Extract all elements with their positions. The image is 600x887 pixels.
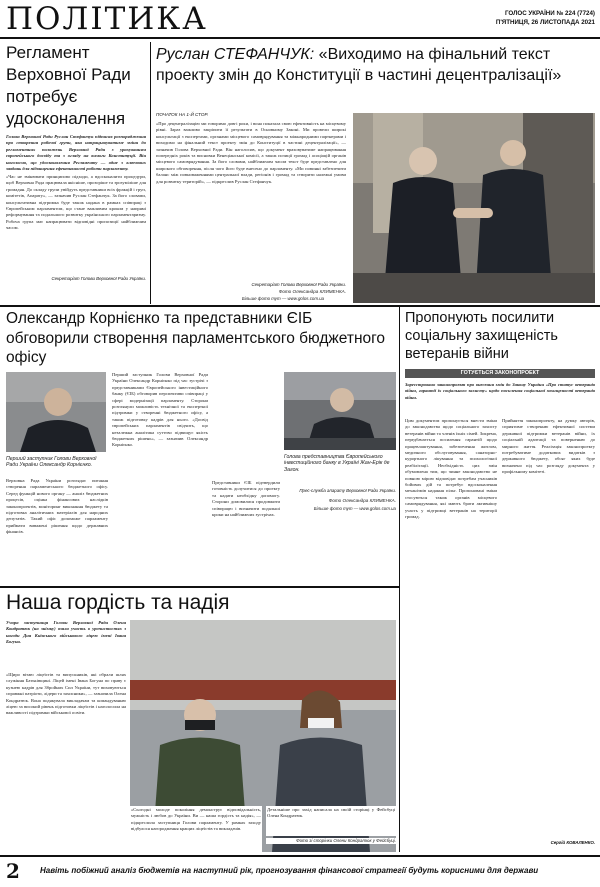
article-lyceum-body2: «Сьогодні молоде покоління демонструє відповідальність, мужність і любов до України. Ви — наша гордість та надія», — підкреслила заступниця Голови парламенту. У рамках заходу відбулося нагородження кращих ліцеїстів та викладачів. <box>130 806 262 852</box>
article-veterans-body1: Цим документом пропонується внести зміни до законодавства щодо соціального захисту ветеранів війни та членів їхніх сімей. Зокрема, передбачається посилення гарантій щодо працевлаштування, забезпечення житлом, медичного обслуговування, санаторно-курортного лікування та психологічної реабілітації. Необхідність цих змін обумовлена тим, що чинне законодавство не повною мірою відповідає потребам учасників бойових дій та потребує вдосконалення механізмів надання пільг. Пропоновані зміни стосуються також органів місцевого самоврядування, які мають брати активнішу участь у підтримці ветеранів на території громад. <box>405 418 497 520</box>
article-kornienko-headline: Олександр Корнієнко та представники ЄІБ обговорили створення парламентського бюджетного офісу <box>6 310 386 366</box>
article-kornienko-source: Прес-служба апарату Верховної Ради України. <box>299 488 396 493</box>
column-divider-1 <box>150 42 151 304</box>
caption-eib: Голова представництва Європейського інвестиційного банку в Україні Жан-Ерік де Загон. <box>284 454 390 473</box>
eib-photo-illustration <box>284 372 396 450</box>
article-veterans-body2: Прийняття законопроекту, на думку авторів, сприятиме створенню ефективної системи державної підтримки ветеранів війни, їх соціальній адаптації та поверненню до мирного життя. Реалізація законопроекту потребуватиме додаткових видатків з державного бюджету, обсяг яких буде визначено під час розгляду документа у профільному комітеті. <box>502 418 595 475</box>
column-divider-2 <box>399 307 400 852</box>
article-stefanchuk-continuation: ПОЧАТОК НА 1-Й СТОР. <box>156 112 209 117</box>
article-veterans-lead-text: Зареєстровано законопроект про внесення змін до Закону України «Про статус ветеранів війни, гарантії їх соціального захисту» щодо посилення соціальної захищеності ветеранів війни. <box>405 382 595 400</box>
article-veterans-lead <box>405 382 595 414</box>
masthead-rule <box>0 37 600 39</box>
more-photos-label-2: Більше фото тут — <box>313 506 359 511</box>
photo-eib-head <box>284 372 396 450</box>
meeting-photo-illustration <box>353 113 595 303</box>
article-stefanchuk-headline <box>156 44 594 86</box>
article-lyceum-body3: Детальніше про захід написала на своїй сторінці у Фейсбуці Олена Кондратюк. <box>266 806 396 836</box>
article-regulation-lead <box>6 134 146 172</box>
photo-kornienko <box>6 372 106 452</box>
article-stefanchuk-signature: Секретаріат Голови Верховної Ради України. <box>251 282 346 287</box>
article-lyceum-lead-text: Учора заступниця Голови Верховної Ради Олена Кондратюк (на знімку) взяла участь в урочистостях з нагоди Дня Київського військового ліцею імені Івана Богуна. <box>6 620 126 645</box>
caption-kornienko: Перший заступник Голови Верховної Ради України Олександр Корнієнко. <box>6 456 97 469</box>
more-photos-site[interactable]: www.golos.com.ua <box>287 296 325 301</box>
article-veterans-signature: Сергій КОВАЛЕНКО. <box>550 840 595 845</box>
headline-quote: «Виходимо на фінальний текст проекту змін до Конституції в частині децентралізації» <box>156 46 562 84</box>
page-number: 2 <box>6 859 20 883</box>
more-photos-site-2[interactable]: www.golos.com.ua <box>359 506 396 511</box>
article-kornienko-body1: Верховна Рада України розглядає питання створення парламентського бюджетного офісу. Серед функцій нового органу — аналіз бюджетних процесів, оцінка фінансових наслідків законопроектів, моніторинг виконання бюджету та підготовка аналітичних матеріалів для народних депутатів. Такий офіс допоможе парламенту приймати виважені рішення щодо державних фінансів. <box>6 478 108 535</box>
kornienko-photo-illustration <box>6 372 106 452</box>
photo-stefanchuk-meeting <box>353 113 595 303</box>
article-kornienko-photo-credit: Фото Олександра КЛИМЕНКА. <box>328 498 396 503</box>
article-regulation-body: «Час не змінювати принципово підходи, а вдосконалити процедури, щоб Верховна Рада працювала якісніше, прозоріше та зрозуміліше для громадян. До складу групи увійдуть представники всіх фракцій і груп, комітетів, Апарату», — зазначив Руслан Стефанчук. За його словами, консультативна підтримка буде також надана в рамках співпраці з Європейським парламентом, що стане важливим кроком у напрямі реформування та подальшого розвитку українського парламентаризму. Робоча група має напрацювати відповідні пропозиції найближчим часом. <box>6 174 146 231</box>
article-lyceum-body1: «Щиро вітаю ліцеїстів та випускників, які обрали шлях служіння Батьківщині. Ліцей імені Івана Богуна по праву є кузнею кадрів для Збройних Сил України, тут виховуються справжні патріоти, лідери та захисники», — зазначила Олена Кондратюк. Вона подякувала викладачам та командуванню ліцею за високий рівень підготовки ліцеїстів і наголосила на важливості підтримки військової освіти. <box>6 672 126 716</box>
article-regulation-signature: Секретаріат Голови Верховної Ради України. <box>51 276 146 281</box>
article-lyceum-lead <box>6 620 126 670</box>
article-veterans-rubric: ГОТУЄТЬСЯ ЗАКОНОПРОЕКТ <box>405 369 595 378</box>
article-regulation-lead-text: Голова Верховної Ради Руслан Стефанчук підписав розпорядження про створення робочої групи, яка напрацьовуватиме зміни до регламентних положень Верховної Ради з урахуванням європейського досвіду та з огляду на вимоги Конституції. Він наголосив, що удосконалення Регламенту — одне з ключових завдань для підвищення ефективності роботи парламенту. <box>6 134 146 172</box>
section-rule-1 <box>0 305 600 307</box>
issue-info <box>395 9 595 27</box>
article-kornienko-body2: Перший заступник Голови Верховної Ради України Олександр Корнієнко під час зустрічі з представниками Європейського інвестиційного банку (ЄІБ) обговорив перспективи співпраці у сфері модернізації парламенту. Сторони розглянули можливість технічної та експертної підтримки у створенні бюджетного офісу, а також підготовку кадрів для нього. «Досвід європейських парламентів свідчить, що незалежна аналітика суттєво підвищує якість бюджетних рішень», — зазначив Олександр Корнієнко. <box>112 372 208 448</box>
article-regulation-headline: Регламент Верховної Ради потребує удосконалення <box>6 43 131 128</box>
section-title: ПОЛІТИКА <box>6 1 208 37</box>
article-lyceum-headline: Наша гордість та надія <box>6 591 230 614</box>
headline-author: Руслан СТЕФАНЧУК: <box>156 46 315 63</box>
article-stefanchuk-body: «Про децентралізацію ми говоримо довгі роки, і вона показала свою ефективність на місцевому рівні. Зараз важливо закріпити її результати в Основному Законі. Ми провели широкі консультації з експертами, органами місцевого самоврядування та міжнародними партнерами і виходимо на фінальний текст проекту змін до Конституції в частині децентралізації», — зазначив Голова Верховної Ради. Він наголосив, що документ враховуватиме напрацювання попередніх років та висновки Венеціанської комісії, а також позиції громад і асоціацій органів місцевого самоврядування. За його словами, найближчим часом текст буде представлено для широкого обговорення, після чого його буде внесено до парламенту. «Ми повинні забезпечити баланс між повноваженнями центральної влади, регіонів і громад та створити належні умови для розвитку територій», — підкреслив Руслан Стефанчук. <box>156 121 346 184</box>
article-kornienko-more <box>284 506 396 512</box>
article-lyceum-photo-credit: Фото зі сторінки Олени Кондратюк у Фейсбуці. <box>266 838 396 844</box>
article-stefanchuk-more <box>220 296 346 302</box>
article-veterans-headline: Пропонують посилити соціальну захищеність ветеранів війни <box>405 310 558 362</box>
more-photos-label: Більше фото тут — <box>241 296 287 301</box>
footer-rule <box>0 855 600 857</box>
article-stefanchuk-photo-credit: Фото Олександра КЛИМЕНКА. <box>278 289 346 294</box>
article-regulation <box>6 42 146 302</box>
section-rule-2 <box>0 586 399 588</box>
article-kornienko-body3: Представники ЄІБ підтвердили готовність долучитися до проекту та надати необхідну допомогу. Сторони домовилися продовжити співпрацю і визначити подальші кроки на найближчих зустрічах. <box>212 480 280 518</box>
footer-banner: Навіть побіжний аналіз бюджетів на наступний рік, прогнозування фінансової стратегії будуть корисними для держави <box>40 866 539 875</box>
issue-date: П'ЯТНИЦЯ, 26 ЛИСТОПАДА 2021 <box>495 19 595 26</box>
paper-issue: ГОЛОС УКРАЇНИ № 224 (7724) <box>505 10 595 17</box>
